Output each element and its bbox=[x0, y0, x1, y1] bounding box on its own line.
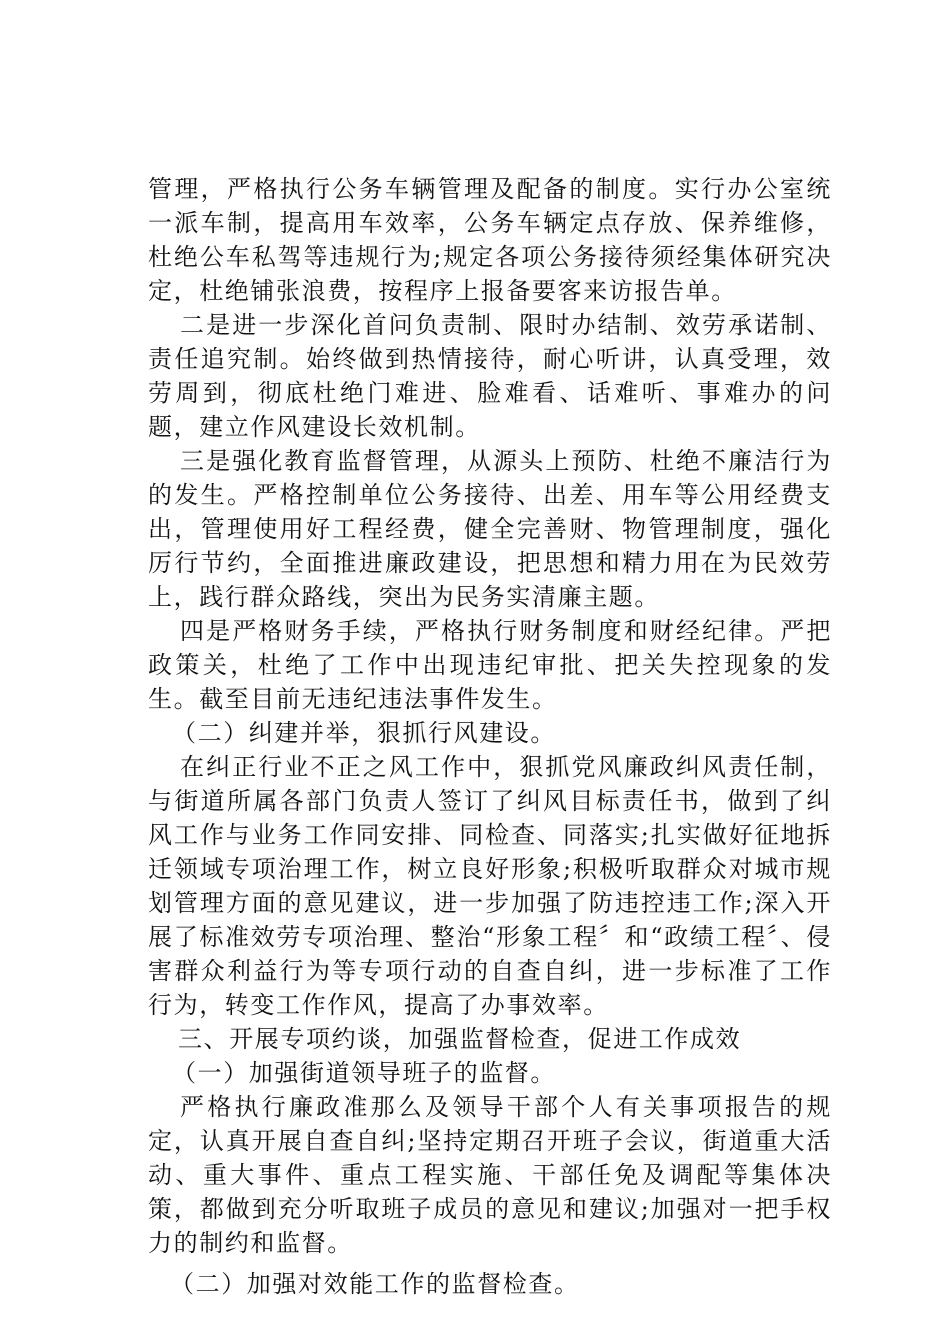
paragraph-point-three: 三是强化教育监督管理，从源头上预防、杜绝不廉洁行为的发生。严格控制单位公务接待、出差、用车等公用经费支出，管理使用好工程经费，健全完善财、物管理制度，强化厉行节约，全面推进廉政建设，把思想和精力用在为民效劳上，践行群众路线，突出为民务实清廉主题。 bbox=[148, 447, 832, 611]
paragraph-leadership-supervision: 严格执行廉政准那么及领导干部个人有关事项报告的规定，认真开展自查自纠;坚持定期召开班子会议，街道重大活动、重大事件、重点工程实施、干部任免及调配等集体决策，都做到充分听取班子成员的意见和建议;加强对一把手权力的制约和监督。 bbox=[148, 1093, 832, 1257]
section-heading-three: 三、开展专项约谈，加强监督检查，促进工作成效 bbox=[178, 1025, 742, 1053]
subheading-efficiency-supervision: （二）加强对效能工作的监督检查。 bbox=[170, 1270, 580, 1298]
subheading-leadership-supervision: （一）加强街道领导班子的监督。 bbox=[172, 1059, 556, 1087]
paragraph-point-four: 四是严格财务手续，严格执行财务制度和财经纪律。严把政策关，杜绝了工作中出现违纪审批、把关失控现象的发生。截至目前无违纪违法事件发生。 bbox=[148, 617, 832, 713]
paragraph-point-two: 二是进一步深化首问负责制、限时办结制、效劳承诺制、责任追究制。始终做到热情接待，耐心听讲，认真受理，效劳周到，彻底杜绝门难进、脸难看、话难听、事难办的问题，建立作风建设长效机制。 bbox=[148, 311, 832, 441]
paragraph-vehicle-management: 管理，严格执行公务车辆管理及配备的制度。实行办公室统一派车制，提高用车效率，公务车辆定点存放、保养维修，杜绝公车私驾等违规行为;规定各项公务接待须经集体研究决定，杜绝铺张浪费，按程序上报备要客来访报告单。 bbox=[148, 175, 832, 305]
document-body bbox=[148, 172, 832, 1304]
paragraph-industry-style: 在纠正行业不正之风工作中，狠抓党风廉政纠风责任制，与街道所属各部门负责人签订了纠风目标责任书，做到了纠风工作与业务工作同安排、同检查、同落实;扎实做好征地拆迁领域专项治理工作，树立良好形象;积极听取群众对城市规划管理方面的意见建议，进一步加强了防违控违工作;深入开展了标准效劳专项治理、整治“形象工程〞和“政绩工程〞、侵害群众利益行为等专项行动的自查自纠，进一步标准了工作行为，转变工作作风，提高了办事效率。 bbox=[148, 753, 832, 1019]
subheading-industry-style: （二）纠建并举，狠抓行风建设。 bbox=[172, 719, 556, 747]
